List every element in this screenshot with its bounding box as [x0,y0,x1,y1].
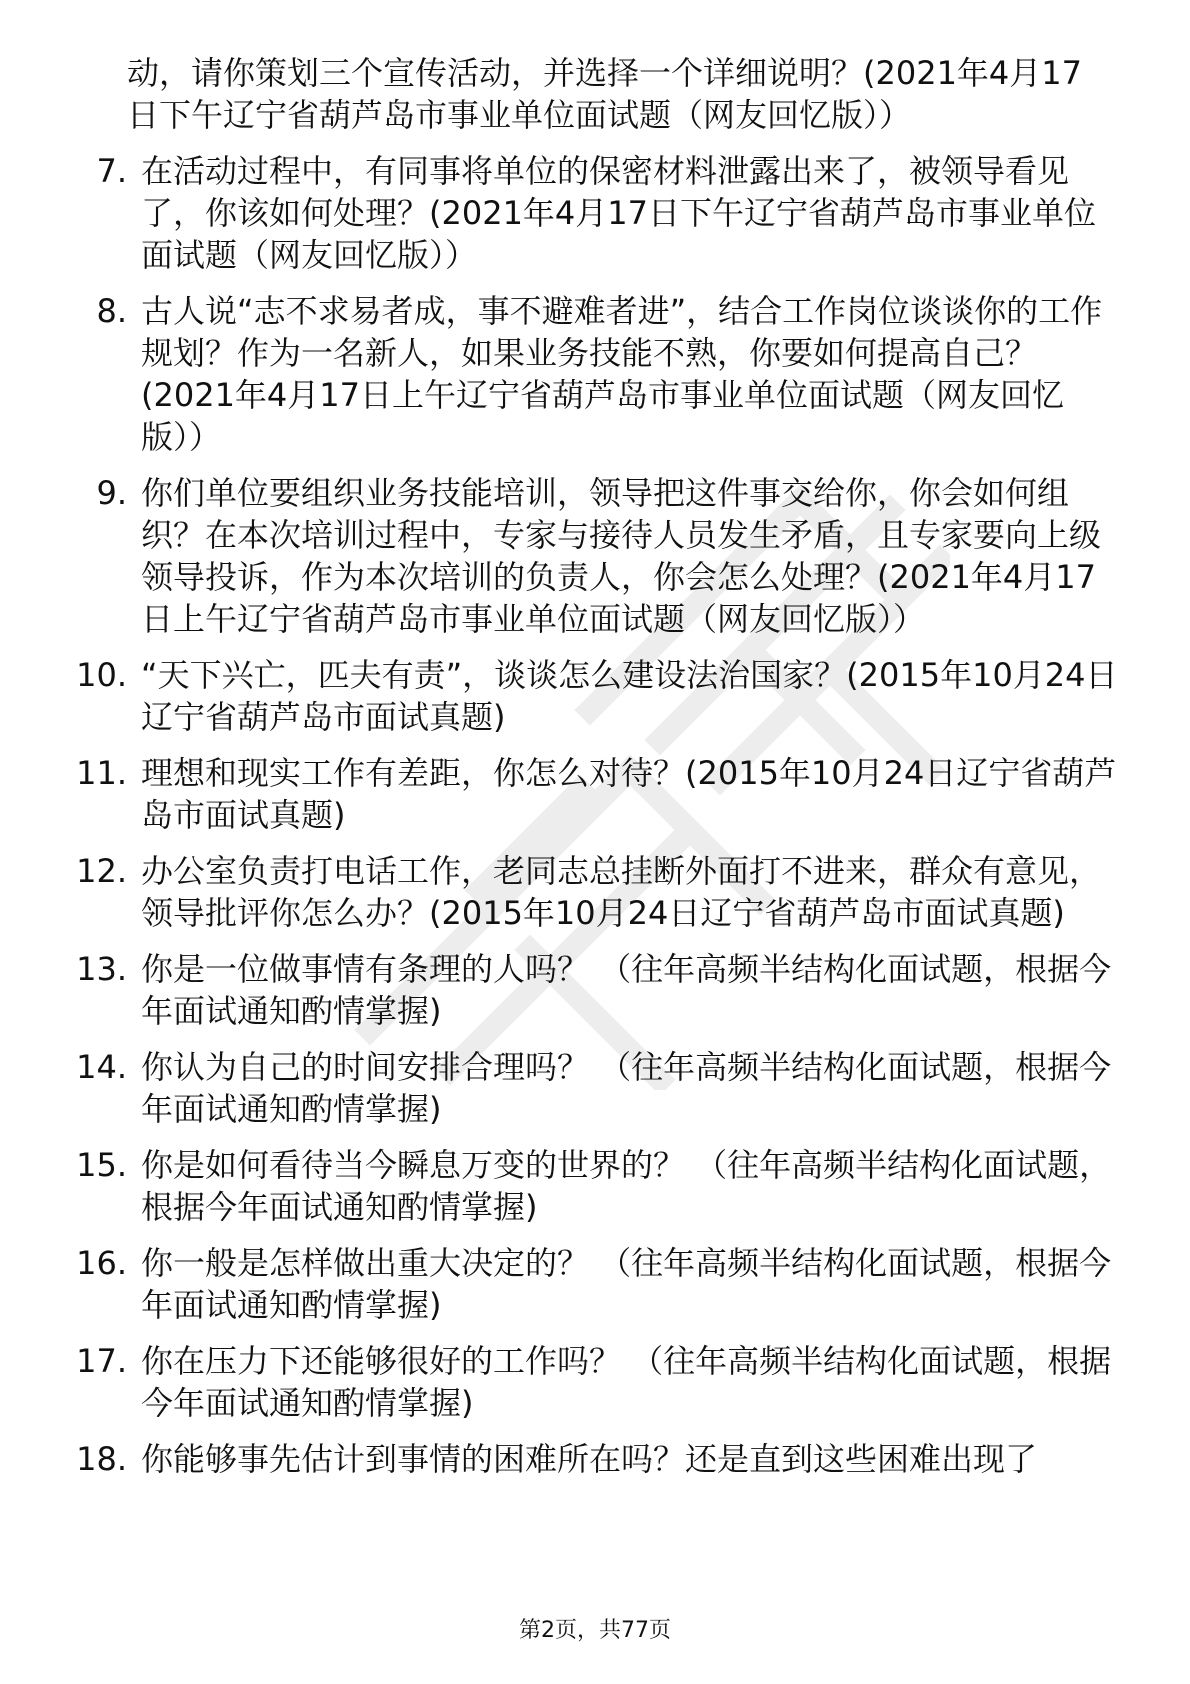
question-text: 你是如何看待当今瞬息万变的世界的？ （往年高频半结构化面试题，根据今年面试通知酌情掌握) [141,1146,1112,1226]
question-number: 15. [76,1146,127,1184]
list-item [60,1340,1140,1424]
question-number: 11. [76,754,127,792]
question-number: 13. [76,950,127,988]
question-number: 17. [76,1342,127,1380]
list-item [60,150,1140,276]
question-text: 在活动过程中，有同事将单位的保密材料泄露出来了，被领导看见了，你该如何处理？(2021年4月17日下午辽宁省葫芦岛市事业单位面试题（网友回忆版）） [141,152,1097,274]
question-text: 理想和现实工作有差距，你怎么对待？(2015年10月24日辽宁省葫芦岛市面试真题) [141,754,1117,834]
question-text: “天下兴亡，匹夫有责”，谈谈怎么建设法治国家？(2015年10月24日辽宁省葫芦岛市面试真题) [141,656,1118,736]
list-item [60,948,1140,1032]
question-number: 9. [96,474,127,512]
question-text: 古人说“志不求易者成，事不避难者进”，结合工作岗位谈谈你的工作规划？作为一名新人，如果业务技能不熟，你要如何提高自己？(2021年4月17日上午辽宁省葫芦岛市事业单位面试题（网友回忆版）） [141,292,1103,456]
question-number: 10. [76,656,127,694]
question-text: 你们单位要组织业务技能培训，领导把这件事交给你，你会如何组织？在本次培训过程中，专家与接待人员发生矛盾，且专家要向上级领导投诉，作为本次培训的负责人，你会怎么处理？(2021年4月17日上午辽宁省葫芦岛市事业单位面试题（网友回忆版）） [141,474,1102,638]
question-number: 12. [76,852,127,890]
page-footer: 第2页，共77页 [519,1618,671,1643]
list-item [60,1242,1140,1326]
question-number: 7. [96,152,127,190]
list-item [60,290,1140,458]
question-text: 办公室负责打电话工作，老同志总挂断外面打不进来，群众有意见，领导批评你怎么办？(2015年10月24日辽宁省葫芦岛市面试真题) [141,852,1102,932]
list-item [60,472,1140,640]
list-item [60,752,1140,836]
question-text: 你是一位做事情有条理的人吗？ （往年高频半结构化面试题，根据今年面试通知酌情掌握) [141,950,1112,1030]
list-item [60,1438,1140,1480]
question-text: 你在压力下还能够很好的工作吗？ （往年高频半结构化面试题，根据今年面试通知酌情掌握) [141,1342,1112,1422]
question-number: 14. [76,1048,127,1086]
continued-question-text: 动，请你策划三个宣传活动，并选择一个详细说明？(2021年4月17日下午辽宁省葫芦岛市事业单位面试题（网友回忆版）） [127,54,1083,134]
list-item [60,654,1140,738]
list-item [60,1046,1140,1130]
list-item [60,850,1140,934]
question-list [60,52,1140,1494]
question-text: 你能够事先估计到事情的困难所在吗？还是直到这些困难出现了 [141,1440,1038,1478]
question-number: 16. [76,1244,127,1282]
question-number: 18. [76,1440,127,1478]
question-text: 你认为自己的时间安排合理吗？ （往年高频半结构化面试题，根据今年面试通知酌情掌握) [141,1048,1112,1128]
question-number: 8. [96,292,127,330]
question-text: 你一般是怎样做出重大决定的？ （往年高频半结构化面试题，根据今年面试通知酌情掌握) [141,1244,1112,1324]
list-item [60,1144,1140,1228]
